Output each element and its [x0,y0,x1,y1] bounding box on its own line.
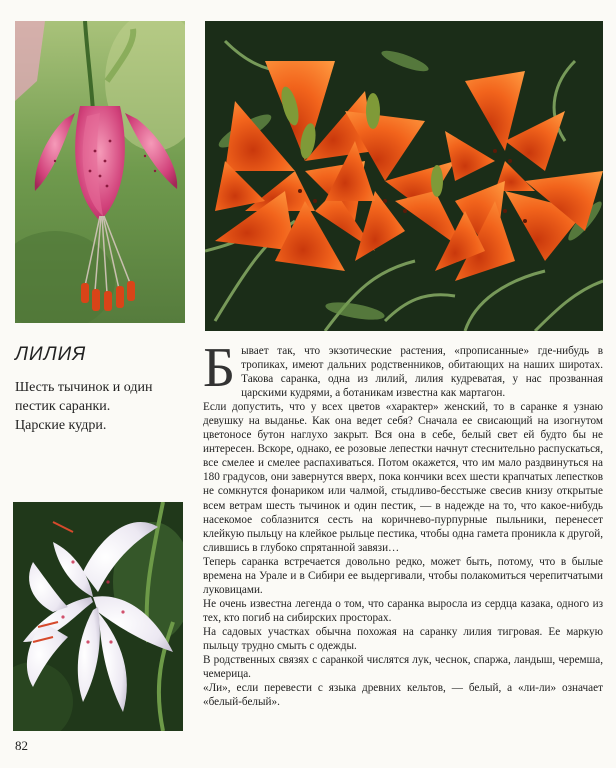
article-paragraph-5: На садовых участках обычна похожая на саранку лилия тигровая. Ее маркую пыльцу трудно смыть с одежды. [203,625,603,652]
article-paragraph-4: Не очень известна легенда о том, что саранка выросла из сердца казака, одного из тех, кто погиб на сибирских просторах. [203,597,603,624]
martagon-lily-photo [15,21,185,323]
section-heading: ЛИЛИЯ [15,344,87,365]
orange-lilies-photo [205,21,603,331]
article-paragraph-3: Теперь саранка встречается довольно редко, может быть, потому, что в былые времена на Урале и в Сибири ее выдергивали, чтобы полакомиться черепитчатыми луковицами. [203,555,603,596]
photo-caption [15,378,190,435]
page-number: 82 [15,738,28,753]
article-paragraph-6: В родственных связях с саранкой числятся лук, чеснок, спаржа, ландыш, черемша, чемерица. [203,654,603,681]
caption-line-1: Шесть тычинок и один пестик саранки. [15,380,153,414]
caption-line-2: Царские кудри. [15,418,107,433]
article-body [203,337,603,709]
article-paragraph-7: «Ли», если перевести с языка древних кельтов, — белый, а «ли-ли» означает «белый-белый». [203,682,603,709]
drop-cap: Б [203,337,236,399]
article-paragraph-1: ывает так, что экзотические растения, «прописанные» где-нибудь в тропиках, имеют дальних родственников, обитающих на наших широтах. Такова саранка, одна из лилий, лилия кудреватая, у нас прозванная царскими кудрями, а ботаникам известна как мартагон. [241,345,603,400]
white-lily-photo [13,502,183,731]
article-paragraph-2: Если допустить, что у всех цветов «характер» женский, то в саранке я узнаю девушку на выданье. Как она ведет себя? Сначала ее свисающий на изогнутом цветоносе бутон наглухо закрыт. Вся она в себе, белый свет ей будто бы не интересен. Вскоре, однако, ее розовые лепестки начнут стеснительно распускаться, все смелее и смелее распахиваться. Потом окажется, что им мало раздвинуться на 180 градусов, они завернутся вверх, пока кончики всех шести крапчатых лепестков не сомкнутся фонариком или чалмой, стыдливо-бесстыже свесив книзу открытые всем ветрам шесть тычинок и один пестик, — в надежде на то, что какое-нибудь насекомое соблазнится сесть на коричнево-пурпурные пыльники, перенесет клейкую пыльцу на клейкое рыльце пестика, чтобы одна гамета проникла к другой, слившись в глубоко спрятанной завязи… [203,401,603,554]
